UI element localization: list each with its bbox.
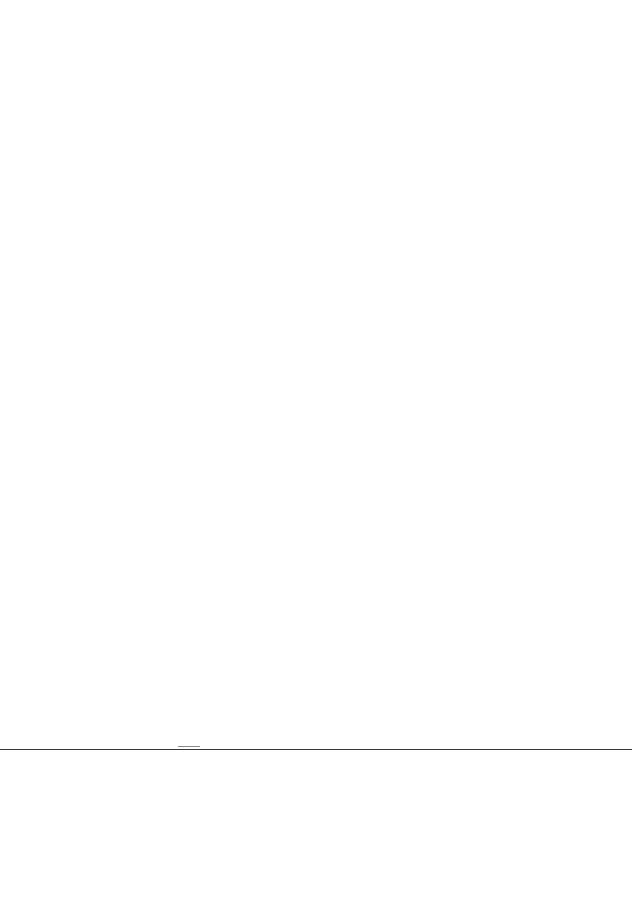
page-bottom-rule-mark [178,746,200,747]
page-bottom-rule [0,749,632,750]
